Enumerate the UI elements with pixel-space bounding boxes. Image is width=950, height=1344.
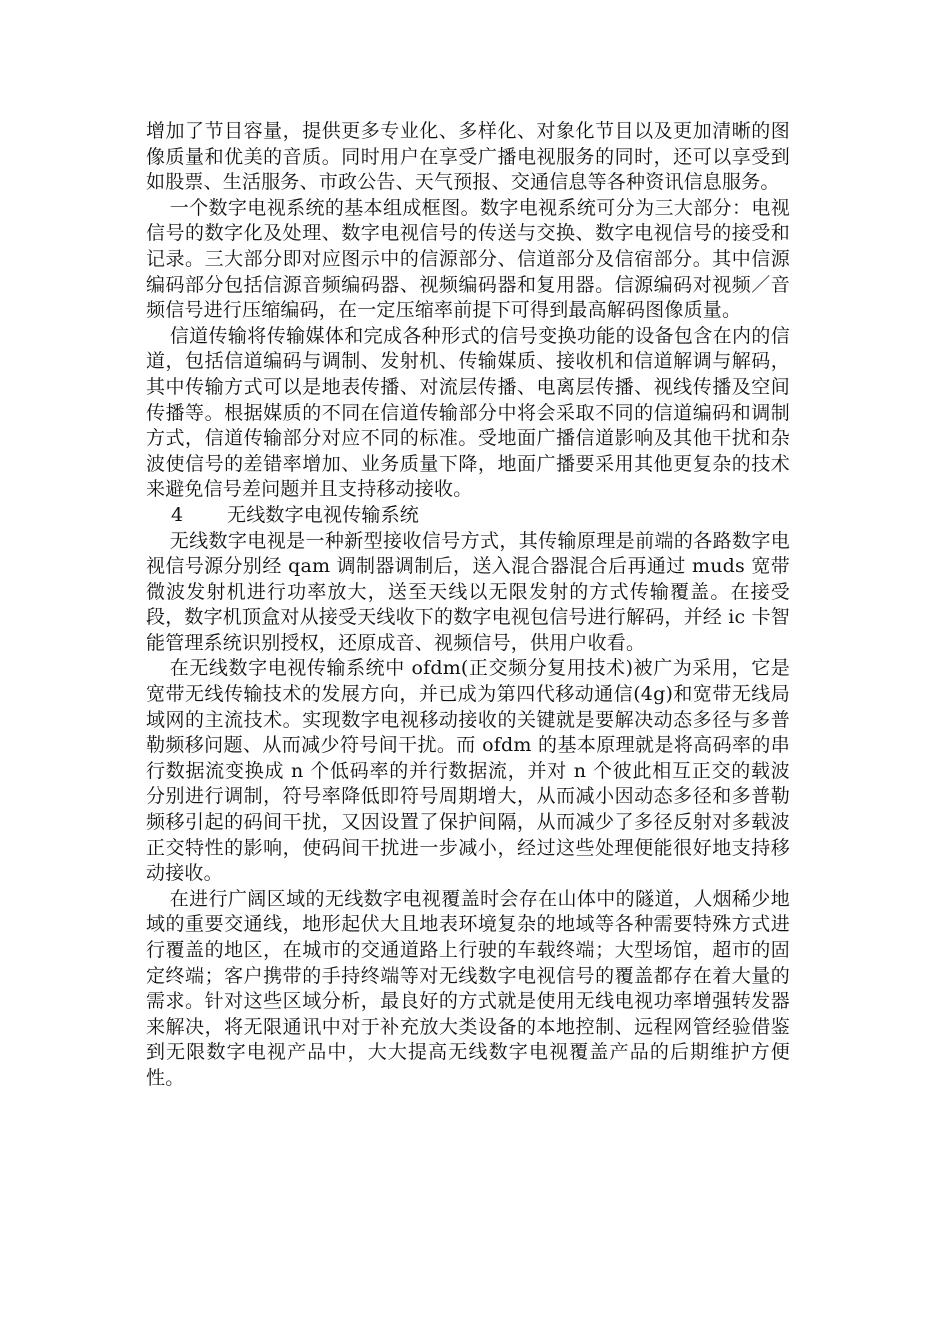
section-title: 无线数字电视传输系统 (227, 503, 420, 526)
section-number: 4 (171, 503, 184, 526)
paragraph-system-block-diagram: 一个数字电视系统的基本组成框图。数字电视系统可分为三大部分：电视信号的数字化及处理、数字电视信号的传送与交换、数字电视信号的接受和记录。三大部分即对应图示中的信源部分、信道部分及信宿部分。其中信源编码部分包括信源音频编码器、视频编码器和复用器。信源编码对视频／音频信号进行压缩编码，在一定压缩率前提下可得到最高解码图像质量。 (146, 196, 790, 322)
paragraph-ofdm: 在无线数字电视传输系统中 ofdm(正交频分复用技术)被广为采用，它是宽带无线传输技术的发展方向，并已成为第四代移动通信(4g)和宽带无线局域网的主流技术。实现数字电视移动接收的关键就是要解决动态多径与多普勒频移问题、从而减少符号间干扰。而 ofdm 的基本原理就是将高码率的串行数据流变换成 n 个低码率的并行数据流，并对 n 个彼此相互正交的载波分别进行调制，符号率降低即符号周期增大，从而减小因动态多径和多普勒频移引起的码间干扰，又因设置了保护间隔，从而减少了多径反射对多载波正交特性的影响，使码间干扰进一步减小，经过这些处理便能很好地支持移动接收。 (146, 657, 790, 885)
paragraph-coverage: 在进行广阔区域的无线数字电视覆盖时会存在山体中的隧道，人烟稀少地域的重要交通线，地形起伏大且地表环境复杂的地域等各种需要特殊方式进行覆盖的地区，在城市的交通道路上行驶的车载终端；大型场馆，超市的固定终端；客户携带的手持终端等对无线数字电视信号的覆盖都存在着大量的需求。针对这些区域分析，最良好的方式就是使用无线电视功率增强转发器来解决，将无限通讯中对于补充放大类设备的本地控制、远程网管经验借鉴到无限数字电视产品中，大大提高无线数字电视覆盖产品的后期维护方便性。 (146, 887, 790, 1089)
section-heading (146, 503, 790, 529)
paragraph-channel-transmission: 信道传输将传输媒体和完成各种形式的信号变换功能的设备包含在内的信道，包括信道编码与调制、发射机、传输媒质、接收机和信道解调与解码，其中传输方式可以是地表传播、对流层传播、电离层传播、视线传播及空间传播等。根据媒质的不同在信道传输部分中将会采取不同的信道编码和调制方式，信道传输部分对应不同的标准。受地面广播信道影响及其他干扰和杂波使信号的差错率增加、业务质量下降，地面广播要采用其他更复杂的技术来避免信号差问题并且支持移动接收。 (146, 324, 790, 501)
document-page (146, 119, 790, 1092)
paragraph-wireless-principle: 无线数字电视是一种新型接收信号方式，其传输原理是前端的各路数字电视信号源分别经 qam 调制器调制后，送入混合器混合后再通过 muds 宽带微波发射机进行功率放大，送至天线以无限发射的方式传输覆盖。在接受段，数字机顶盒对从接受天线收下的数字电视包信号进行解码，并经 ic 卡智能管理系统识别授权，还原成音、视频信号，供用户收看。 (146, 529, 790, 654)
paragraph-intro-continued: 增加了节目容量，提供更多专业化、多样化、对象化节目以及更加清晰的图像质量和优美的音质。同时用户在享受广播电视服务的同时，还可以享受到如股票、生活服务、市政公告、天气预报、交通信息等各种资讯信息服务。 (146, 120, 790, 194)
